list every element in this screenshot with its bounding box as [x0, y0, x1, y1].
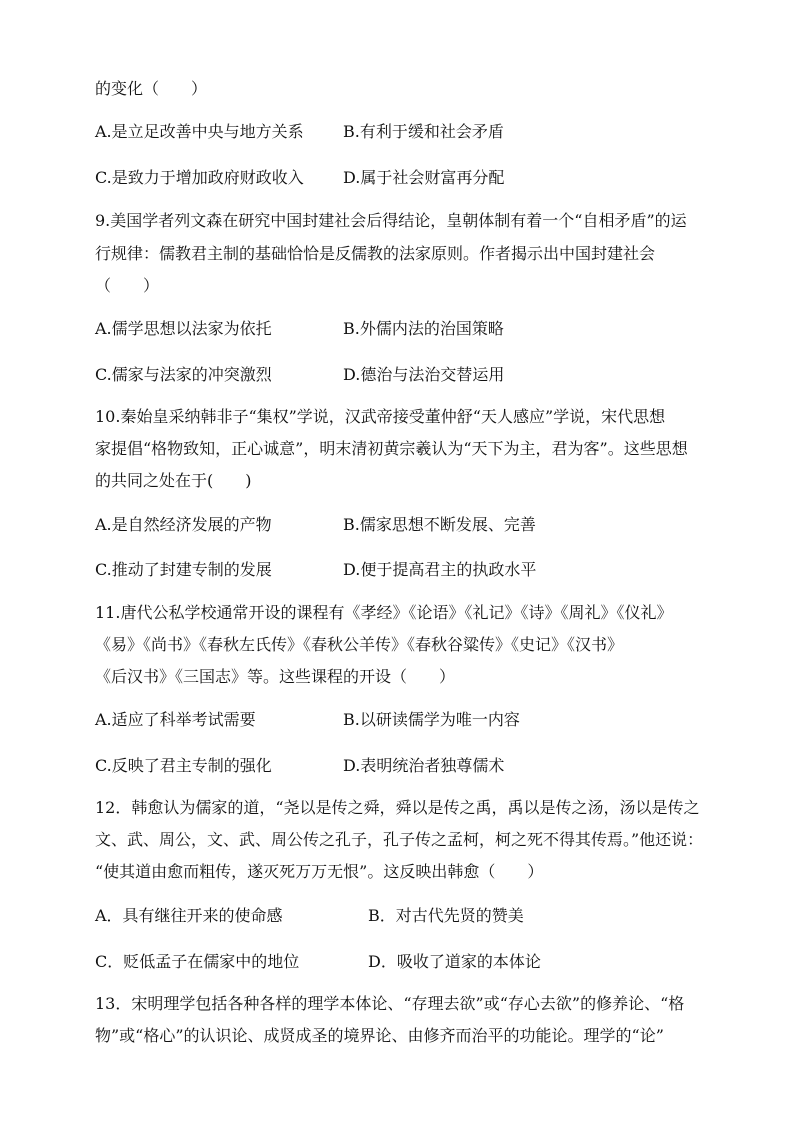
q10-stem-line-3: 的共同之处在于( ): [95, 471, 252, 490]
q8-stem-end: 的变化（ ）: [95, 79, 208, 98]
q9-option-a: A.儒学思想以法家为依托: [95, 319, 272, 338]
q11-option-b: B.以研读儒学为唯一内容: [343, 710, 520, 729]
q12-option-b: B．对古代先贤的赞美: [368, 906, 524, 925]
q8-option-b: B.有利于缓和社会矛盾: [343, 122, 504, 141]
q13-stem-line-1: 13．宋明理学包括各种各样的理学本体论、“存理去欲”或“存心去欲”的修养论、“格: [95, 994, 685, 1013]
q12-option-a: A．具有继往开来的使命感: [95, 906, 283, 925]
q12-option-c: C．贬低孟子在儒家中的地位: [95, 952, 300, 971]
q11-option-d: D.表明统治者独尊儒术: [343, 756, 505, 775]
q11-stem-line-1: 11.唐代公私学校通常开设的课程有《孝经》《论语》《礼记》《诗》《周礼》《仪礼》: [95, 603, 673, 622]
q12-option-d: D．吸收了道家的本体论: [368, 952, 541, 971]
q11-stem-line-2: 《易》《尚书》《春秋左氏传》《春秋公羊传》《春秋谷粱传》《史记》《汉书》: [95, 635, 624, 654]
q9-option-c: C.儒家与法家的冲突激烈: [95, 365, 272, 384]
q8-option-c: C.是致力于增加政府财政收入: [95, 168, 304, 187]
q8-option-d: D.属于社会财富再分配: [343, 168, 505, 187]
q10-option-d: D.便于提高君主的执政水平: [343, 560, 537, 579]
q8-option-a: A.是立足改善中央与地方关系: [95, 122, 304, 141]
q12-stem-line-2: 文、武、周公，文、武、周公传之孔子，孔子传之孟柯，柯之死不得其传焉。”他还说：: [95, 830, 704, 849]
q10-option-b: B.儒家思想不断发展、完善: [343, 515, 536, 534]
q9-option-b: B.外儒内法的治国策略: [343, 319, 504, 338]
q10-option-c: C.推动了封建专制的发展: [95, 560, 272, 579]
q11-option-c: C.反映了君主专制的强化: [95, 756, 272, 775]
q10-stem-line-1: 10.秦始皇采纳韩非子“集权”学说，汉武帝接受董仲舒“天人感应”学说，宋代思想: [95, 407, 666, 426]
q9-option-d: D.德治与法治交替运用: [343, 365, 505, 384]
q10-option-a: A.是自然经济发展的产物: [95, 515, 272, 534]
q9-stem-line-2: 行规律：儒教君主制的基础恰恰是反儒教的法家原则。作者揭示出中国封建社会: [95, 244, 656, 263]
q10-stem-line-2: 家提倡“格物致知，正心诚意”，明末清初黄宗羲认为“天下为主，君为客”。这些思想: [95, 439, 688, 458]
q12-stem-line-3: “使其道由愈而粗传，遂灭死万万无恨”。这反映出韩愈（ ）: [95, 862, 544, 881]
q9-stem-line-3: （ ）: [95, 276, 160, 295]
q12-stem-line-1: 12．韩愈认为儒家的道，“尧以是传之舜，舜以是传之禹，禹以是传之汤，汤以是传之: [95, 798, 700, 817]
q13-stem-line-2: 物”或“格心”的认识论、成贤成圣的境界论、由修齐而治平的功能论。理学的“论”: [95, 1026, 664, 1045]
q9-stem-line-1: 9.美国学者列文森在研究中国封建社会后得结论，皇朝体制有着一个“自相矛盾”的运: [95, 211, 687, 230]
q11-stem-line-3: 《后汉书》《三国志》等。这些课程的开设（ ）: [95, 667, 456, 686]
q11-option-a: A.适应了科举考试需要: [95, 710, 256, 729]
